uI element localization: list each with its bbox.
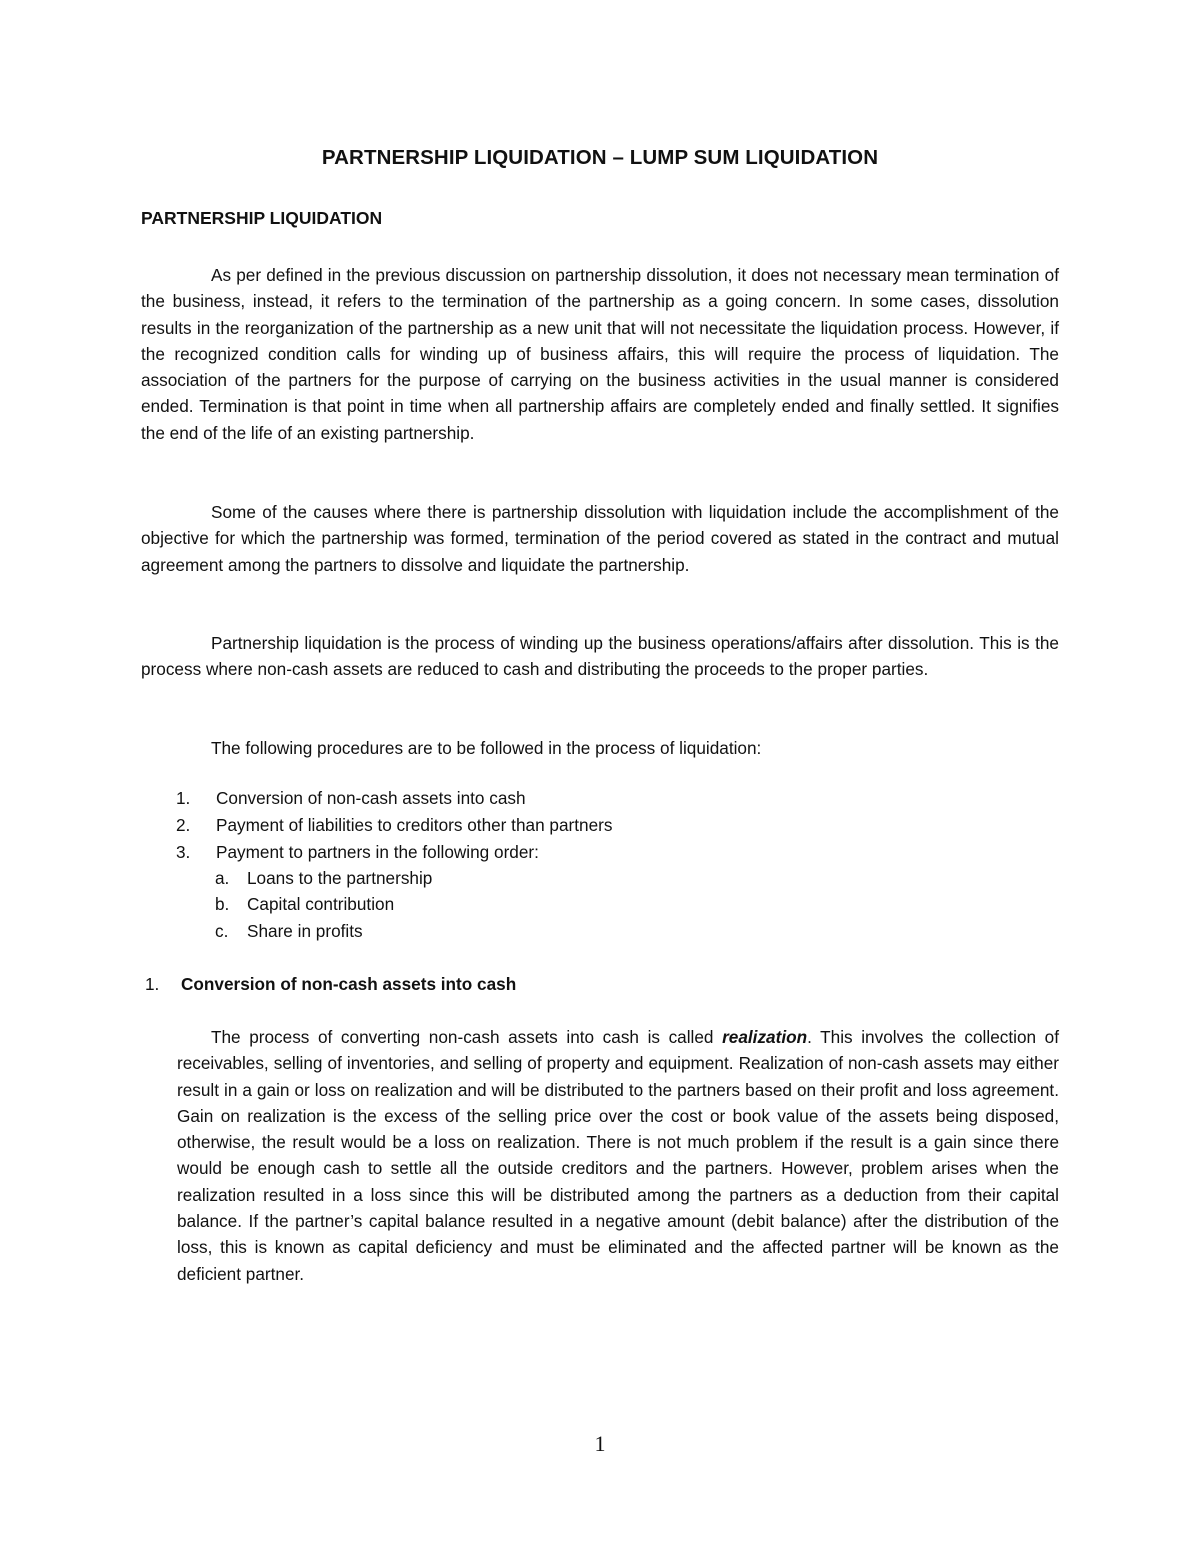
sub-list-item-text: Share in profits	[247, 921, 363, 941]
paragraph-definition: As per defined in the previous discussion on partnership dissolution, it does not necessary mean termination of the business, instead, it refers to the termination of the partnership as a going concern. In some cases, dissolution results in the reorganization of the partnership as a new unit that will not necessitate the liquidation process. However, if the recognized condition calls for winding up of business affairs, this will require the process of liquidation. The association of the partners for the purpose of carrying on the business activities in the usual manner is considered ended. Termination is that point in time when all partnership affairs are completely ended and finally settled. It signifies the end of the life of an existing partnership.	[141, 265, 1059, 443]
sub-list-item-letter: b.	[215, 894, 230, 914]
section-heading: PARTNERSHIP LIQUIDATION	[141, 208, 383, 228]
paragraph-realization	[177, 1024, 1059, 1287]
sub-list-item-letter: a.	[215, 868, 230, 888]
realization-text-before: The process of converting non-cash assets into cash is called	[211, 1027, 723, 1047]
realization-term: realization	[722, 1027, 808, 1047]
sub-list-item-text: Capital contribution	[247, 894, 395, 914]
sub-list-item-letter: c.	[215, 921, 229, 941]
list-item-text: Payment of liabilities to creditors other than partners	[216, 815, 613, 835]
conversion-section-number: 1.	[145, 974, 160, 994]
list-item-text: Payment to partners in the following order:	[216, 842, 539, 862]
paragraph-causes: Some of the causes where there is partnership dissolution with liquidation include the accomplishment of the objective for which the partnership was formed, termination of the period covered as stated in the contract and mutual agreement among the partners to dissolve and liquidate the partnership.	[141, 502, 1059, 575]
list-item-number: 1.	[176, 788, 191, 808]
list-item-number: 3.	[176, 842, 191, 862]
realization-text-after: . This involves the collection of receivables, selling of inventories, and selling of property and equipment. Realization of non-cash assets may either result in a gain or loss on realization and will be distributed to the partners based on their profit and loss agreement. Gain on realization is the excess of the selling price over the cost or book value of the assets being disposed, otherwise, the result would be a loss on realization. There is not much problem if the result is a gain since there would be enough cash to settle all the outside creditors and the partners. However, problem arises when the realization resulted in a loss since this will be distributed among the partners as a deduction from their capital balance. If the partner’s capital balance resulted in a negative amount (debit balance) after the distribution of the loss, this is known as capital deficiency and must be eliminated and the affected partner will be known as the deficient partner.	[177, 1027, 1059, 1284]
conversion-section-title: Conversion of non-cash assets into cash	[181, 974, 517, 994]
list-item-text: Conversion of non-cash assets into cash	[216, 788, 526, 808]
page-number: 1	[594, 1431, 606, 1456]
list-item-number: 2.	[176, 815, 191, 835]
paragraph-procedures-intro: The following procedures are to be followed in the process of liquidation:	[211, 738, 762, 758]
sub-list-item-text: Loans to the partnership	[247, 868, 433, 888]
paragraph-liquidation-process: Partnership liquidation is the process of winding up the business operations/affairs after dissolution. This is the process where non-cash assets are reduced to cash and distributing the proceeds to the proper parties.	[141, 633, 1059, 680]
document-title: PARTNERSHIP LIQUIDATION – LUMP SUM LIQUIDATION	[321, 146, 879, 169]
